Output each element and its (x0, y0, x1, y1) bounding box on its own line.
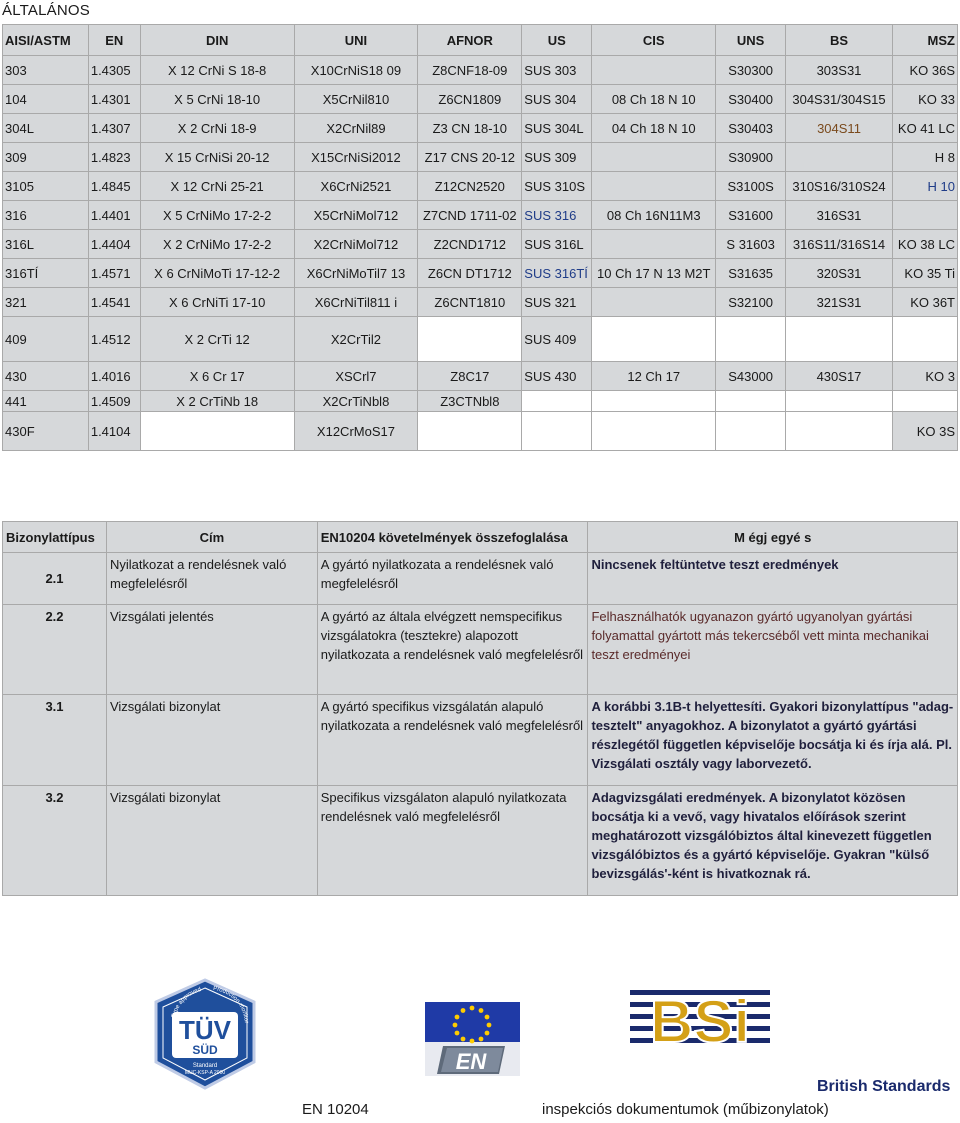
cell-afnor (418, 412, 522, 451)
cell-uni: X2CrNil89 (294, 114, 418, 143)
table-row (3, 317, 958, 362)
cell-en: 1.4016 (88, 362, 140, 391)
cell-uns: S31600 (716, 201, 786, 230)
cell-msz: KO 38 LC (892, 230, 957, 259)
cell-en: 1.4571 (88, 259, 140, 288)
cell-afnor: Z7CND 1711-02 (418, 201, 522, 230)
cell-cis (592, 143, 716, 172)
col-header-title: Cím (106, 522, 317, 553)
cell-bs (786, 317, 893, 362)
table-row (3, 605, 958, 695)
cell-bs: 321S31 (786, 288, 893, 317)
col-header-summary: EN10204 követelmények összefoglalása (317, 522, 588, 553)
cell-din (140, 412, 294, 451)
table-row (3, 259, 958, 288)
cell-din: X 6 CrNiMoTi 17-12-2 (140, 259, 294, 288)
cell-msz: KO 36T (892, 288, 957, 317)
table-row (3, 391, 958, 412)
cell-cis: 12 Ch 17 (592, 362, 716, 391)
cert-note: Adagvizsgálati eredmények. A bizonylatot közösen bocsátja ki a vevő, vagy hivatalos előírások szerint meghatározott vizsgálóbiztos által kinevezett független vizsgálóbiztos és a gyártó képviselője. Gyakran "külső bevizsgálás'-ként is hivatkoznak rá. (588, 786, 958, 896)
table-row (3, 114, 958, 143)
cell-aisi: 304L (3, 114, 89, 143)
cell-uns (716, 317, 786, 362)
cell-cis (592, 230, 716, 259)
cell-en: 1.4404 (88, 230, 140, 259)
cell-us: SUS 304 (522, 85, 592, 114)
cell-bs: 310S16/310S24 (786, 172, 893, 201)
cell-bs: 303S31 (786, 56, 893, 85)
cell-cis (592, 56, 716, 85)
cell-msz: KO 3 (892, 362, 957, 391)
footer-description: inspekciós dokumentumok (műbizonylatok) (542, 1101, 829, 1118)
cell-us: SUS 430 (522, 362, 592, 391)
cell-msz: H 8 (892, 143, 957, 172)
cert-title: Vizsgálati jelentés (106, 605, 317, 695)
table-row (3, 362, 958, 391)
table-row (3, 695, 958, 786)
cell-aisi: 104 (3, 85, 89, 114)
cell-msz (892, 317, 957, 362)
cell-aisi: 303 (3, 56, 89, 85)
cell-us: SUS 321 (522, 288, 592, 317)
cell-cis: 08 Ch 18 N 10 (592, 85, 716, 114)
cell-cis (592, 317, 716, 362)
cell-uns: S30403 (716, 114, 786, 143)
cell-cis: 10 Ch 17 N 13 M2T (592, 259, 716, 288)
eu-en-text: EN (455, 1049, 487, 1074)
cell-din: X 2 CrTiNb 18 (140, 391, 294, 412)
col-header-msz: MSZ (892, 25, 957, 56)
cell-uns (716, 412, 786, 451)
table-row (3, 412, 958, 451)
eu-en-logo (425, 1002, 520, 1076)
cell-uni: X15CrNiSi2012 (294, 143, 418, 172)
col-header-en: EN (88, 25, 140, 56)
cell-us: SUS 409 (522, 317, 592, 362)
cell-msz (892, 201, 957, 230)
cell-msz: H 10 (892, 172, 957, 201)
cell-en: 1.4823 (88, 143, 140, 172)
cell-en: 1.4845 (88, 172, 140, 201)
cell-uni: X10CrNiS18 09 (294, 56, 418, 85)
cell-din: X 12 CrNi S 18-8 (140, 56, 294, 85)
cert-summary: A gyártó az általa elvégzett nemspecifikus vizsgálatokra (tesztekre) alapozott nyilatkozata a rendelésnek való megfelelésről (317, 605, 588, 695)
cell-us: SUS 316 (522, 201, 592, 230)
cell-us (522, 391, 592, 412)
cell-en: 1.4305 (88, 56, 140, 85)
cell-aisi: 316TÍ (3, 259, 89, 288)
cell-din: X 6 CrNiTi 17-10 (140, 288, 294, 317)
cell-uni: X6CrNiMoTil7 13 (294, 259, 418, 288)
cert-type: 3.1 (3, 695, 107, 786)
col-header-note: M égj egyé s (588, 522, 958, 553)
cell-afnor: Z3 CN 18-10 (418, 114, 522, 143)
cell-uns: S43000 (716, 362, 786, 391)
cell-us: SUS 310S (522, 172, 592, 201)
cell-en: 1.4104 (88, 412, 140, 451)
cert-type: 2.1 (3, 553, 107, 605)
cert-title: Vizsgálati bizonylat (106, 695, 317, 786)
cell-uns (716, 391, 786, 412)
cell-aisi: 316 (3, 201, 89, 230)
col-header-aisi: AISI/ASTM (3, 25, 89, 56)
cell-aisi: 430F (3, 412, 89, 451)
col-header-bs: BS (786, 25, 893, 56)
cell-msz: KO 36S (892, 56, 957, 85)
table-header-row (3, 522, 958, 553)
cert-title: Nyilatkozat a rendelésnek való megfelelésről (106, 553, 317, 605)
cert-title: Vizsgálati bizonylat (106, 786, 317, 896)
cell-uns: S30400 (716, 85, 786, 114)
cell-cis (592, 288, 716, 317)
cell-afnor: Z8C17 (418, 362, 522, 391)
table-row (3, 56, 958, 85)
cert-note: Nincsenek feltüntetve teszt eredmények (588, 553, 958, 605)
cell-msz: KO 33 (892, 85, 957, 114)
cert-type: 3.2 (3, 786, 107, 896)
cert-summary: A gyártó specifikus vizsgálatán alapuló nyilatkozata a rendelésnek való megfelelésről (317, 695, 588, 786)
cell-aisi: 441 (3, 391, 89, 412)
tuv-sub-text: SÜD (192, 1043, 218, 1057)
cell-afnor: Z6CN1809 (418, 85, 522, 114)
table-row (3, 230, 958, 259)
cell-uns: S30900 (716, 143, 786, 172)
cell-din: X 12 CrNi 25-21 (140, 172, 294, 201)
cell-en: 1.4512 (88, 317, 140, 362)
cell-din: X 5 CrNi 18-10 (140, 85, 294, 114)
col-header-cert-type: Bizonylattípus (3, 522, 107, 553)
cert-note: Felhasználhatók ugyanazon gyártó ugyanolyan gyártási folyamattal gyártott más tekercséből vett minta mechanikai teszt eredményei (588, 605, 958, 695)
cell-aisi: 430 (3, 362, 89, 391)
cert-summary: A gyártó nyilatkozata a rendelésnek való megfelelésről (317, 553, 588, 605)
cell-afnor: Z8CNF18-09 (418, 56, 522, 85)
cell-bs: 316S11/316S14 (786, 230, 893, 259)
cell-afnor: Z12CN2520 (418, 172, 522, 201)
cell-afnor: Z17 CNS 20-12 (418, 143, 522, 172)
table-row (3, 143, 958, 172)
cell-afnor: Z3CTNbl8 (418, 391, 522, 412)
col-header-afnor: AFNOR (418, 25, 522, 56)
cell-uni: X6CrNi2521 (294, 172, 418, 201)
cell-aisi: 3105 (3, 172, 89, 201)
cell-cis (592, 172, 716, 201)
cell-en: 1.4307 (88, 114, 140, 143)
cert-note: A korábbi 3.1B-t helyettesíti. Gyakori bizonylattípus "adag-tesztelt" anyagokhoz. A bizonylatot a gyártó gyártási részlegétől független képviselője bocsátja ki és írja alá. Pl. Vizsgálati osztály vagy laborvezető. (588, 695, 958, 786)
cell-en: 1.4509 (88, 391, 140, 412)
cell-cis (592, 391, 716, 412)
table-row (3, 172, 958, 201)
cell-afnor (418, 317, 522, 362)
cell-msz: KO 3S (892, 412, 957, 451)
table-row (3, 85, 958, 114)
cell-us: SUS 316TÍ (522, 259, 592, 288)
steel-grade-table (2, 24, 958, 451)
cell-bs (786, 391, 893, 412)
cell-uns: S32100 (716, 288, 786, 317)
table-row (3, 786, 958, 896)
cell-uni: XSCrl7 (294, 362, 418, 391)
col-header-uni: UNI (294, 25, 418, 56)
cell-us: SUS 309 (522, 143, 592, 172)
cell-uni: X5CrNil810 (294, 85, 418, 114)
cell-uni: X2CrTil2 (294, 317, 418, 362)
cell-din: X 6 Cr 17 (140, 362, 294, 391)
cell-uni: X6CrNiTil811 i (294, 288, 418, 317)
cell-bs: 304S31/304S15 (786, 85, 893, 114)
tuv-sud-logo (150, 978, 260, 1090)
cell-din: X 2 CrNiMo 17-2-2 (140, 230, 294, 259)
table-row (3, 288, 958, 317)
cell-uns: S31635 (716, 259, 786, 288)
cell-us: SUS 303 (522, 56, 592, 85)
cell-bs: 304S11 (786, 114, 893, 143)
bsi-logo (630, 988, 770, 1050)
cell-afnor: Z6CN DT1712 (418, 259, 522, 288)
table-row (3, 553, 958, 605)
bsi-letters: BSi (649, 988, 751, 1050)
col-header-us: US (522, 25, 592, 56)
cell-bs (786, 412, 893, 451)
cell-uns: S30300 (716, 56, 786, 85)
cell-aisi: 321 (3, 288, 89, 317)
cell-din: X 5 CrNiMo 17-2-2 (140, 201, 294, 230)
cell-en: 1.4401 (88, 201, 140, 230)
cell-bs: 430S17 (786, 362, 893, 391)
tuv-small-top: Type approved (171, 987, 202, 1019)
cell-uns: S 31603 (716, 230, 786, 259)
cell-bs: 320S31 (786, 259, 893, 288)
cell-cis: 08 Ch 16N11M3 (592, 201, 716, 230)
cell-din: X 2 CrNi 18-9 (140, 114, 294, 143)
cell-us: SUS 304L (522, 114, 592, 143)
section-title: ÁLTALÁNOS (2, 2, 90, 19)
cell-uni: X5CrNiMol712 (294, 201, 418, 230)
col-header-cis: CIS (592, 25, 716, 56)
col-header-din: DIN (140, 25, 294, 56)
cert-summary: Specifikus vizsgálaton alapuló nyilatkozata rendelésnek való megfelelésről (317, 786, 588, 896)
bsi-label: British Standards (817, 1078, 951, 1095)
cell-bs (786, 143, 893, 172)
table-header-row (3, 25, 958, 56)
cell-uns: S3100S (716, 172, 786, 201)
footer-standard: EN 10204 (302, 1101, 369, 1118)
col-header-uns: UNS (716, 25, 786, 56)
cert-type: 2.2 (3, 605, 107, 695)
cell-en: 1.4541 (88, 288, 140, 317)
cell-aisi: 309 (3, 143, 89, 172)
cell-msz: KO 41 LC (892, 114, 957, 143)
tuv-line1: Standard (192, 1063, 218, 1069)
tuv-line2: MUC-KSP-A 2000 (184, 1070, 226, 1076)
cell-uni: X12CrMoS17 (294, 412, 418, 451)
cell-us (522, 412, 592, 451)
cell-us: SUS 316L (522, 230, 592, 259)
cell-cis (592, 412, 716, 451)
tuv-main-text: TÜV (179, 1015, 231, 1045)
cell-msz: KO 35 Ti (892, 259, 957, 288)
cell-uni: X2CrNiMol712 (294, 230, 418, 259)
cell-msz (892, 391, 957, 412)
cell-aisi: 409 (3, 317, 89, 362)
certificate-type-table (2, 521, 958, 896)
cell-uni: X2CrTiNbl8 (294, 391, 418, 412)
tuv-small-right: Production monitor (212, 985, 250, 1024)
cell-bs: 316S31 (786, 201, 893, 230)
cell-din: X 2 CrTi 12 (140, 317, 294, 362)
cell-afnor: Z6CNT1810 (418, 288, 522, 317)
cell-din: X 15 CrNiSi 20-12 (140, 143, 294, 172)
cell-cis: 04 Ch 18 N 10 (592, 114, 716, 143)
cell-en: 1.4301 (88, 85, 140, 114)
table-row (3, 201, 958, 230)
cell-afnor: Z2CND1712 (418, 230, 522, 259)
cell-aisi: 316L (3, 230, 89, 259)
